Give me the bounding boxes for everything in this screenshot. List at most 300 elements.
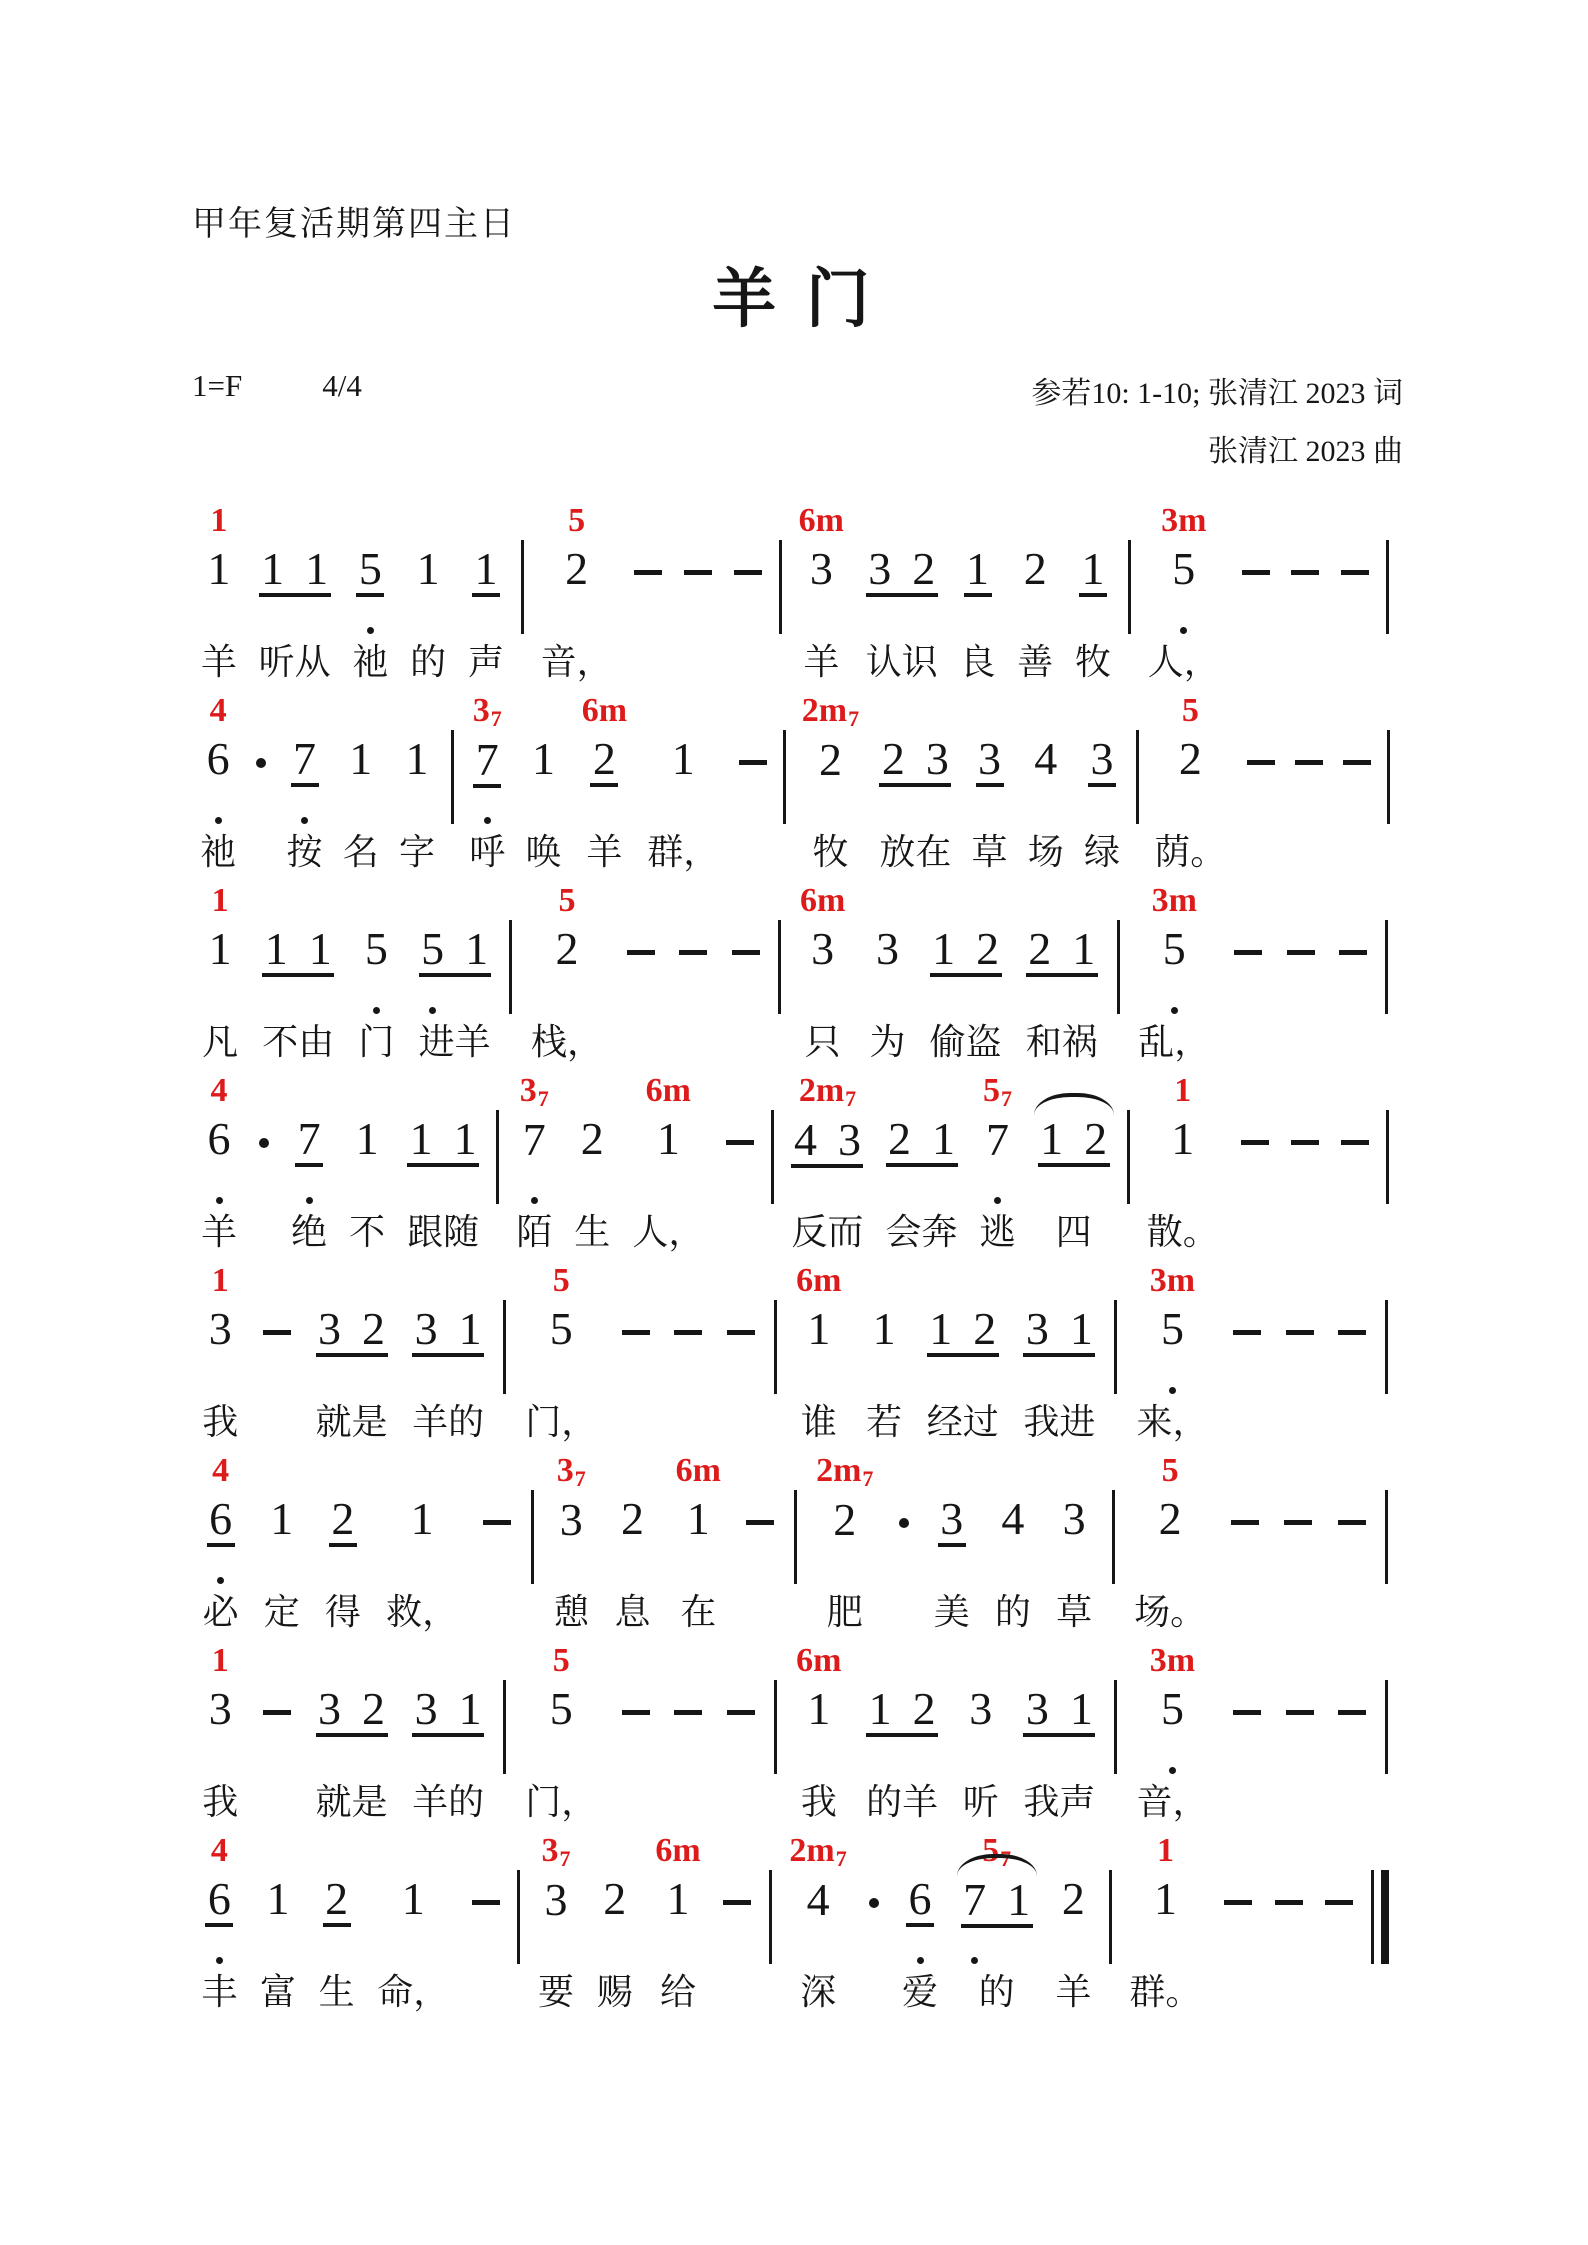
- dash-mark: [627, 950, 655, 955]
- duration-dash: [667, 878, 719, 1068]
- lyric-syllable: 栈，: [531, 1021, 604, 1062]
- octave-dot-slot: [880, 815, 906, 827]
- duration-dash: [1285, 688, 1333, 878]
- octave-dot-row: [871, 1385, 897, 1399]
- note-digit: 1: [410, 1493, 434, 1545]
- octave-dot-row: [330, 1575, 356, 1589]
- note-slot: [262, 925, 334, 1002]
- octave-dot-slot: [548, 1765, 574, 1777]
- note-digit: 3: [318, 1303, 341, 1355]
- duration-dash: [624, 498, 674, 688]
- note-slot: [669, 735, 697, 812]
- note-pair: [1011, 1638, 1108, 1828]
- note-slot: [547, 1685, 575, 1762]
- note-slot: [356, 545, 384, 622]
- octave-dot-slot: [808, 625, 834, 637]
- note: [585, 1828, 644, 2018]
- octave-dot-slot: [975, 1005, 1001, 1017]
- octave-dot-row: [880, 815, 950, 829]
- chord-label: [1174, 1068, 1191, 1115]
- note-digit: 3: [544, 1874, 568, 1925]
- chord-root: 1: [211, 1262, 229, 1299]
- octave-dot-slot: [968, 1765, 994, 1777]
- lyric-syllable: 为: [869, 1021, 906, 1062]
- chord-root: 6m: [798, 502, 844, 539]
- note-slot: [542, 1876, 570, 1952]
- barline-stroke: [503, 1300, 506, 1394]
- note-digit: 3: [969, 1683, 993, 1735]
- barline-stroke: [794, 1490, 797, 1584]
- note-digit: 2: [1028, 923, 1052, 975]
- note-digit: 2: [555, 923, 579, 975]
- octave-dot-slot: [1089, 815, 1115, 827]
- barline-stroke: [778, 920, 781, 1014]
- note-slot: [403, 735, 431, 812]
- note-digits: [547, 1305, 575, 1353]
- note-digits: [547, 1685, 575, 1733]
- octave-dot-slot: [564, 625, 590, 637]
- octave-dot-slot: [324, 1955, 350, 1967]
- barline-stroke: [1386, 540, 1389, 634]
- chord-label: [799, 1068, 856, 1116]
- lyric-syllable: 牧: [1075, 641, 1112, 682]
- octave-dot-row: [1022, 625, 1048, 639]
- chord-root: 5: [1181, 692, 1199, 729]
- octave-dot-row: [1177, 815, 1203, 829]
- barline: [511, 1828, 526, 2018]
- note-slot: [264, 1875, 292, 1952]
- note-slot: [204, 735, 232, 812]
- note-digits-underlined: [1038, 1115, 1110, 1167]
- note-slot: [999, 1495, 1027, 1572]
- lyric-syllable: 息: [614, 1591, 651, 1632]
- lyric-syllable: 门，: [525, 1781, 598, 1822]
- octave-dot-slot: [354, 1195, 380, 1207]
- chord-label: [568, 498, 585, 545]
- lyric-syllable: 只: [804, 1021, 841, 1062]
- note-digits-underlined: [1079, 545, 1107, 597]
- note-digit: 3: [559, 1494, 583, 1545]
- octave-dot-row: [357, 625, 383, 639]
- barline: [1381, 688, 1395, 878]
- barline: [773, 498, 788, 688]
- dash-mark: [1341, 1140, 1369, 1145]
- note: [1126, 878, 1222, 1068]
- dot-mark: [259, 1138, 269, 1148]
- octave-dot-row: [265, 1955, 291, 1969]
- note-digits-underlined: [262, 925, 334, 977]
- note-slot: [805, 1305, 833, 1382]
- octave-dot-slot: [473, 625, 499, 637]
- lyric-syllable: 必: [202, 1591, 239, 1632]
- note-slot: [1059, 1875, 1087, 1952]
- octave-dot-row: [1161, 1005, 1187, 1019]
- note-slot: [590, 735, 618, 812]
- note-digit: 3: [414, 1683, 438, 1735]
- dash-mark: [263, 1330, 291, 1335]
- note-digits-underlined: [316, 1305, 388, 1357]
- octave-dot-row: [1157, 1575, 1183, 1589]
- dash-mark: [1291, 570, 1319, 575]
- octave-dot-slot: [1068, 1765, 1094, 1777]
- note-slot: [412, 1685, 484, 1762]
- duration-dash: [712, 1828, 763, 2018]
- dash-mark: [483, 1520, 511, 1525]
- octave-dot-slot: [415, 625, 441, 637]
- octave-dot-slot: [304, 625, 330, 637]
- low-octave-dot: [985, 1195, 1011, 1207]
- note-digits: [408, 1495, 436, 1543]
- octave-dot-slot: [806, 1765, 832, 1777]
- octave-dot-slot: [1080, 625, 1106, 637]
- barline: [1122, 498, 1137, 688]
- note-slot: [1156, 1495, 1184, 1572]
- note-digit: 1: [1040, 1113, 1064, 1165]
- octave-dot-slot: [330, 1575, 356, 1587]
- lyric-syllable: 羊: [1055, 1971, 1092, 2012]
- note-digit: 3: [1025, 1683, 1049, 1735]
- duration-dash: [1280, 498, 1330, 688]
- octave-dot-row: [1000, 1575, 1026, 1589]
- octave-dot-slot: [554, 1005, 580, 1017]
- note-digit: 2: [592, 733, 616, 785]
- dash-mark: [472, 1900, 500, 1905]
- octave-dot-row: [415, 625, 441, 639]
- octave-dot-slot: [887, 1195, 913, 1207]
- note-slot: [601, 1875, 629, 1952]
- lyric-syllable: 牧: [812, 832, 849, 873]
- dash-mark: [684, 570, 712, 575]
- note-digit: 1: [1007, 1874, 1031, 1925]
- duration-dash: [615, 878, 667, 1068]
- lyric-syllable: 会奔: [885, 1211, 958, 1252]
- chord-root: 3: [556, 1452, 574, 1489]
- note-digits: [807, 545, 835, 593]
- octave-dot-row: [400, 1955, 426, 1969]
- duration-dash: [715, 1068, 765, 1258]
- note-digit: 1: [1081, 543, 1105, 595]
- chord-seventh: 7: [848, 706, 860, 731]
- octave-dot-slot: [1170, 1195, 1196, 1207]
- octave-dot-row: [1027, 1005, 1097, 1019]
- note-digit: 1: [458, 1683, 482, 1735]
- dash-mark: [679, 950, 707, 955]
- note: [519, 878, 615, 1068]
- note-digit: 6: [207, 1873, 231, 1925]
- chord-root: 6m: [645, 1072, 691, 1109]
- note-slot: [1160, 925, 1188, 1002]
- lyric-syllable: 字: [398, 831, 435, 872]
- note-slot: [353, 1115, 381, 1192]
- lyric-syllable: 进羊: [418, 1021, 491, 1062]
- barline: [1108, 1638, 1125, 1828]
- chord-seventh: 7: [835, 1846, 847, 1871]
- note-digits-underlined: [1023, 1685, 1095, 1737]
- barline-stroke: [774, 1300, 777, 1394]
- note-slot: [205, 1875, 233, 1952]
- note-digits-underlined: [419, 925, 491, 977]
- note-digits: [520, 1116, 548, 1164]
- octave-dot-row: [655, 1195, 681, 1209]
- octave-dot-slot: [413, 1765, 439, 1777]
- note-digit: 1: [409, 1113, 433, 1165]
- octave-dot-row: [206, 1955, 232, 1969]
- note-digits-underlined: [964, 545, 992, 597]
- key-time-row: [192, 368, 362, 404]
- music-line-3: [190, 878, 1395, 1068]
- octave-dot-row: [874, 1005, 900, 1019]
- music-line-5: [190, 1258, 1395, 1448]
- chord-root: 1: [210, 502, 228, 539]
- chord-label: [212, 1638, 229, 1685]
- lyric-syllable: 善: [1017, 641, 1054, 682]
- chord-root: 6m: [796, 1642, 842, 1679]
- octave-dot-row: [832, 1575, 858, 1589]
- note: [190, 498, 248, 688]
- dash-mark: [1325, 1900, 1353, 1905]
- note-digits: [399, 1875, 427, 1923]
- note: [857, 878, 917, 1068]
- chord-root: 2m: [789, 1832, 835, 1869]
- note-digit: 5: [1160, 1303, 1184, 1355]
- barline: [778, 688, 792, 878]
- note-digit: 2: [1178, 733, 1202, 785]
- octave-dot-row: [404, 815, 430, 829]
- note: [249, 1828, 308, 2018]
- note-slot: [412, 1305, 484, 1382]
- score: [190, 498, 1395, 2018]
- dash-mark: [1233, 1710, 1261, 1715]
- final-bar-thin: [1371, 1870, 1374, 1964]
- octave-dot-row: [1033, 815, 1059, 829]
- note: [505, 1068, 563, 1258]
- barline-stroke: [1385, 920, 1388, 1014]
- octave-dot-row: [670, 815, 696, 829]
- barline: [503, 878, 519, 1068]
- octave-dot-slot: [665, 1955, 691, 1967]
- music-line-7: [190, 1638, 1395, 1828]
- duration-dash: [251, 1638, 304, 1828]
- note: [1118, 1828, 1213, 2018]
- music-credit: 张清江 2023 曲: [1208, 435, 1403, 468]
- duration-dash: [1221, 1258, 1274, 1448]
- octave-dot-row: [296, 1195, 322, 1209]
- note-slot: [967, 1685, 995, 1762]
- dash-mark: [1231, 1520, 1259, 1525]
- note-digit: 4: [793, 1114, 817, 1165]
- chord-seventh: 7: [1001, 1086, 1013, 1111]
- duration-dash: [715, 1258, 768, 1448]
- note-digits: [553, 925, 581, 973]
- barline: [1121, 1068, 1136, 1258]
- note: [530, 498, 624, 688]
- octave-dot-row: [685, 1575, 711, 1589]
- duration-dash: [1219, 1448, 1272, 1638]
- dash-mark: [1224, 1900, 1252, 1905]
- octave-dot-row: [263, 1005, 333, 1019]
- note-slot: [961, 1876, 1033, 1952]
- note-digits: [557, 1496, 585, 1544]
- note-slot: [316, 1685, 388, 1762]
- octave-dot-row: [887, 1195, 957, 1209]
- barline-stroke: [769, 1870, 772, 1964]
- dash-mark: [1341, 570, 1369, 575]
- chord-root: 5: [552, 1262, 570, 1299]
- barline-stroke: [531, 1490, 534, 1584]
- note-pair: [1011, 1258, 1108, 1448]
- note: [399, 498, 457, 688]
- octave-dot-row: [413, 1385, 483, 1399]
- note-slot: [268, 1495, 296, 1572]
- note-pair: [949, 1828, 1044, 2018]
- lyric-syllable: 在: [680, 1591, 717, 1632]
- duration-dash: [1330, 498, 1380, 688]
- octave-dot-row: [867, 1765, 937, 1779]
- octave-dot-slot: [1027, 1005, 1053, 1017]
- barline-stroke: [1127, 1110, 1130, 1204]
- note: [792, 688, 870, 878]
- note-digits-underlined: [1026, 925, 1098, 977]
- note-digit: 2: [603, 1873, 627, 1925]
- duration-dash: [610, 1638, 663, 1828]
- note: [457, 498, 515, 688]
- octave-dot-row: [665, 1955, 691, 1969]
- note-digit: 3: [837, 1114, 861, 1165]
- octave-dot-row: [1080, 625, 1106, 639]
- note-slot: [1151, 1875, 1179, 1952]
- octave-dot-row: [558, 1575, 584, 1589]
- low-octave-dot: [206, 1195, 232, 1207]
- chord-root: 4: [212, 1452, 230, 1489]
- note-slot: [205, 545, 233, 622]
- lyric-syllable: 草: [971, 831, 1008, 872]
- note-pair: [780, 1068, 874, 1258]
- note-digits-underlined: [329, 1495, 357, 1547]
- octave-dot-slot: [1157, 1575, 1183, 1587]
- lyric-syllable: 听: [962, 1781, 999, 1822]
- lyric-syllable: 的: [978, 1972, 1015, 2013]
- dash-mark: [734, 570, 762, 575]
- note-digit: 3: [318, 1683, 341, 1735]
- note: [346, 878, 406, 1068]
- note: [190, 1828, 249, 2018]
- chord-label: [799, 498, 844, 545]
- chord-seventh: 7: [1000, 1846, 1012, 1871]
- note-slot: [804, 1876, 832, 1952]
- octave-dot-row: [521, 1195, 547, 1209]
- note-digits: [809, 925, 837, 973]
- note-digit: 1: [208, 923, 232, 975]
- note-slot: [399, 1875, 427, 1952]
- note-digit: 2: [888, 1113, 912, 1165]
- low-octave-dot: [206, 1955, 232, 1967]
- chord-label: [473, 688, 502, 736]
- chord-label: [212, 1448, 229, 1495]
- note-digit: 1: [532, 733, 556, 785]
- note-slot: [329, 1495, 357, 1572]
- note: [891, 1828, 950, 2018]
- chord-label: [800, 878, 845, 925]
- octave-dot-row: [474, 815, 500, 829]
- note-digits: [268, 1495, 296, 1543]
- note: [1144, 688, 1236, 878]
- lyrics-credit: 参若10: 1-10; 张清江 2023 词: [1031, 377, 1403, 410]
- note-slot: [472, 545, 500, 622]
- note: [778, 1828, 858, 2018]
- chord-root: 1: [211, 1642, 229, 1679]
- chord-root: 5: [983, 1072, 1001, 1109]
- note-slot: [473, 736, 501, 812]
- note-digits-underlined: [866, 545, 938, 597]
- barline: [490, 1068, 505, 1258]
- octave-dot-slot: [457, 1765, 483, 1777]
- lyric-syllable: 我: [202, 1401, 239, 1442]
- note-digit: 1: [666, 1873, 690, 1925]
- note-digits: [1032, 735, 1060, 783]
- augmentation-dot: [246, 688, 276, 878]
- note-pair: [854, 1638, 951, 1828]
- chord-label: [559, 878, 576, 925]
- octave-dot-slot: [928, 1385, 954, 1397]
- duration-dash: [1333, 688, 1381, 878]
- note-digit: 4: [806, 1874, 830, 1925]
- note-digit: 3: [925, 733, 949, 785]
- note-digits-underlined: [938, 1495, 966, 1547]
- note-slot: [866, 545, 938, 622]
- note-digit: 5: [549, 1303, 573, 1355]
- dash-mark: [674, 1330, 702, 1335]
- note-digit: 1: [932, 923, 956, 975]
- octave-dot-row: [554, 1005, 580, 1019]
- lyric-syllable: 人，: [632, 1211, 705, 1252]
- octave-dot-slot: [1152, 1955, 1178, 1967]
- octave-dot-slot: [361, 1765, 387, 1777]
- note-slot: [831, 1496, 859, 1572]
- note-digits: [684, 1495, 712, 1543]
- octave-dot-slot: [265, 1955, 291, 1967]
- octave-dot-row: [205, 815, 231, 829]
- note-digits: [403, 735, 431, 783]
- note: [190, 878, 250, 1068]
- note-slot: [295, 1115, 323, 1192]
- barline: [772, 878, 788, 1068]
- octave-dot-row: [317, 1765, 387, 1779]
- octave-dot-row: [806, 1765, 832, 1779]
- octave-dot-row: [207, 1765, 233, 1779]
- note: [961, 688, 1017, 878]
- dash-mark: [1242, 570, 1270, 575]
- lyric-syllable: 就是: [315, 1781, 388, 1822]
- note-digits: [1151, 1875, 1179, 1923]
- octave-dot-slot: [602, 1955, 628, 1967]
- note-slot: [964, 545, 992, 622]
- note-digits: [1158, 1305, 1186, 1353]
- note-digit: 1: [266, 1873, 290, 1925]
- note-slot: [866, 1685, 938, 1762]
- note: [374, 1448, 471, 1638]
- note-digits: [205, 545, 233, 593]
- octave-dot-slot: [911, 1765, 937, 1777]
- note-digit: 3: [1090, 733, 1114, 785]
- barline-stroke: [1136, 730, 1139, 824]
- duration-dash: [719, 878, 771, 1068]
- note-slot: [362, 925, 390, 1002]
- lyric-syllable: 和祸: [1025, 1021, 1098, 1062]
- octave-dot-row: [968, 1765, 994, 1779]
- octave-dot-row: [420, 1005, 490, 1019]
- note-slot: [557, 1496, 585, 1572]
- note: [389, 688, 445, 878]
